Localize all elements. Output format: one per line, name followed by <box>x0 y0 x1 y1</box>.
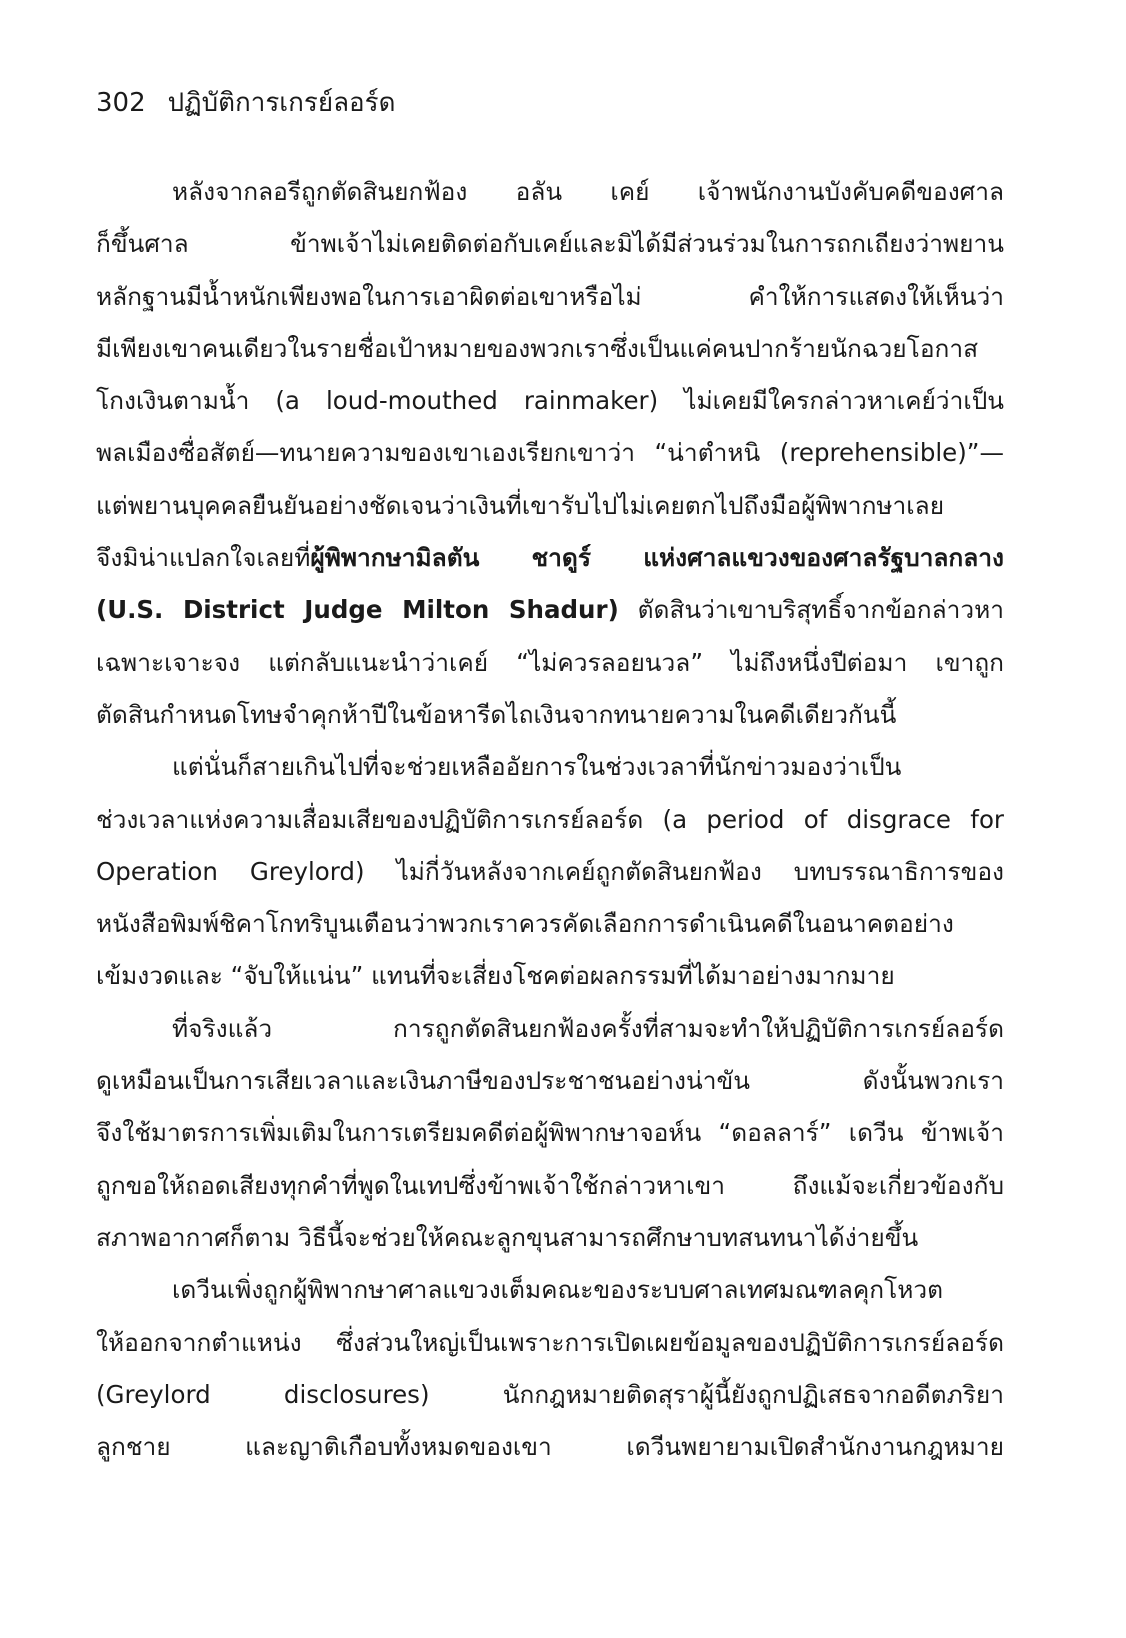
text-segment: จึงมิน่าแปลกใจเลยที่ <box>96 543 311 573</box>
text-line: เข้มงวดและ “จับให้แน่น” แทนที่จะเสี่ยงโชคต่อผลกรรมที่ได้มาอย่างมากมาย <box>96 961 895 991</box>
text-line: เดวีนเพิ่งถูกผู้พิพากษาศาลแขวงเต็มคณะของระบบศาลเทศมณฑลคุกโหวต <box>172 1275 944 1305</box>
text-line: ก็ขึ้นศาล ข้าพเจ้าไม่เคยติดต่อกับเคย์และมิได้มีส่วนร่วมในการถกเถียงว่าพยาน <box>96 229 1004 259</box>
text-line: ถูกขอให้ถอดเสียงทุกคำที่พูดในเทปซึ่งข้าพเจ้าใช้กล่าวหาเขา ถึงแม้จะเกี่ยวข้องกับ <box>96 1170 1004 1200</box>
text-line <box>96 584 1004 636</box>
text-line: จึงใช้มาตรการเพิ่มเติมในการเตรียมคดีต่อผู้พิพากษาจอห์น “ดอลลาร์” เดวีน ข้าพเจ้า <box>96 1118 1004 1148</box>
text-line <box>96 532 1004 584</box>
text-line: ช่วงเวลาแห่งความเสื่อมเสียของปฏิบัติการเกรย์ลอร์ด (a period of disgrace for <box>96 804 1004 834</box>
text-line: ให้ออกจากตำแหน่ง ซึ่งส่วนใหญ่เป็นเพราะการเปิดเผยข้อมูลของปฏิบัติการเกรย์ลอร์ด <box>96 1327 1004 1357</box>
text-line: แต่นั่นก็สายเกินไปที่จะช่วยเหลืออัยการในช่วงเวลาที่นักข่าวมองว่าเป็น <box>172 752 902 782</box>
text-line: ลูกชาย และญาติเกือบทั้งหมดของเขา เดวีนพยายามเปิดสำนักงานกฎหมาย <box>96 1432 1004 1462</box>
text-segment: ตัดสินว่าเขาบริสุทธิ์จากข้อกล่าวหา <box>618 595 1004 625</box>
text-line: ตัดสินกำหนดโทษจำคุกห้าปีในข้อหารีดไถเงินจากทนายความในคดีเดียวกันนี้ <box>96 699 897 729</box>
text-line: พลเมืองซื่อสัตย์—ทนายความของเขาเองเรียกเขาว่า “น่าตำหนิ (reprehensible)”— <box>96 438 1004 468</box>
paragraph-3 <box>96 1003 1004 1264</box>
text-line: สภาพอากาศก็ตาม วิธีนี้จะช่วยให้คณะลูกขุนสามารถศึกษาบทสนทนาได้ง่ายขึ้น <box>96 1222 919 1252</box>
text-line: ที่จริงแล้ว การถูกตัดสินยกฟ้องครั้งที่สามจะทำให้ปฏิบัติการเกรย์ลอร์ด <box>172 1013 1004 1043</box>
text-line: หลักฐานมีน้ำหนักเพียงพอในการเอาผิดต่อเขาหรือไม่ คำให้การแสดงให้เห็นว่า <box>96 281 1004 311</box>
paragraph-2 <box>96 741 1004 1002</box>
text-line: แต่พยานบุคคลยืนยันอย่างชัดเจนว่าเงินที่เขารับไปไม่เคยตกไปถึงมือผู้พิพากษาเลย <box>96 490 945 520</box>
paragraph-4 <box>96 1264 1004 1473</box>
page-number: 302 <box>96 88 146 118</box>
text-line: หนังสือพิมพ์ชิคาโกทริบูนเตือนว่าพวกเราควรคัดเลือกการดำเนินคดีในอนาคตอย่าง <box>96 909 954 939</box>
text-line: ดูเหมือนเป็นการเสียเวลาและเงินภาษีของประชาชนอย่างน่าขัน ดังนั้นพวกเรา <box>96 1066 1004 1096</box>
bold-judge-name-english: (U.S. District Judge Milton Shadur) <box>96 595 619 625</box>
body-text <box>96 166 1004 1473</box>
text-line: หลังจากลอรีถูกตัดสินยกฟ้อง อลัน เคย์ เจ้าพนักงานบังคับคดีของศาล <box>172 177 1004 206</box>
text-line: เฉพาะเจาะจง แต่กลับแนะนำว่าเคย์ “ไม่ควรลอยนวล” ไม่ถึงหนึ่งปีต่อมา เขาถูก <box>96 647 1004 677</box>
paragraph-1 <box>96 166 1004 741</box>
bold-judge-name-thai: ผู้พิพากษามิลตัน ชาดูร์ แห่งศาลแขวงของศาลรัฐบาลกลาง <box>310 543 1004 573</box>
text-line: โกงเงินตามน้ำ (a loud-mouthed rainmaker) ไม่เคยมีใครกล่าวหาเคย์ว่าเป็น <box>96 386 1004 416</box>
text-line: มีเพียงเขาคนเดียวในรายชื่อเป้าหมายของพวกเราซึ่งเป็นแค่คนปากร้ายนักฉวยโอกาส <box>96 333 979 363</box>
book-title: ปฏิบัติการเกรย์ลอร์ด <box>167 88 396 118</box>
running-head <box>96 86 396 120</box>
text-line: (Greylord disclosures) นักกฎหมายติดสุราผู้นี้ยังถูกปฏิเสธจากอดีตภริยา <box>96 1379 1004 1409</box>
text-line: Operation Greylord) ไม่กี่วันหลังจากเคย์ถูกตัดสินยกฟ้อง บทบรรณาธิการของ <box>96 856 1004 886</box>
